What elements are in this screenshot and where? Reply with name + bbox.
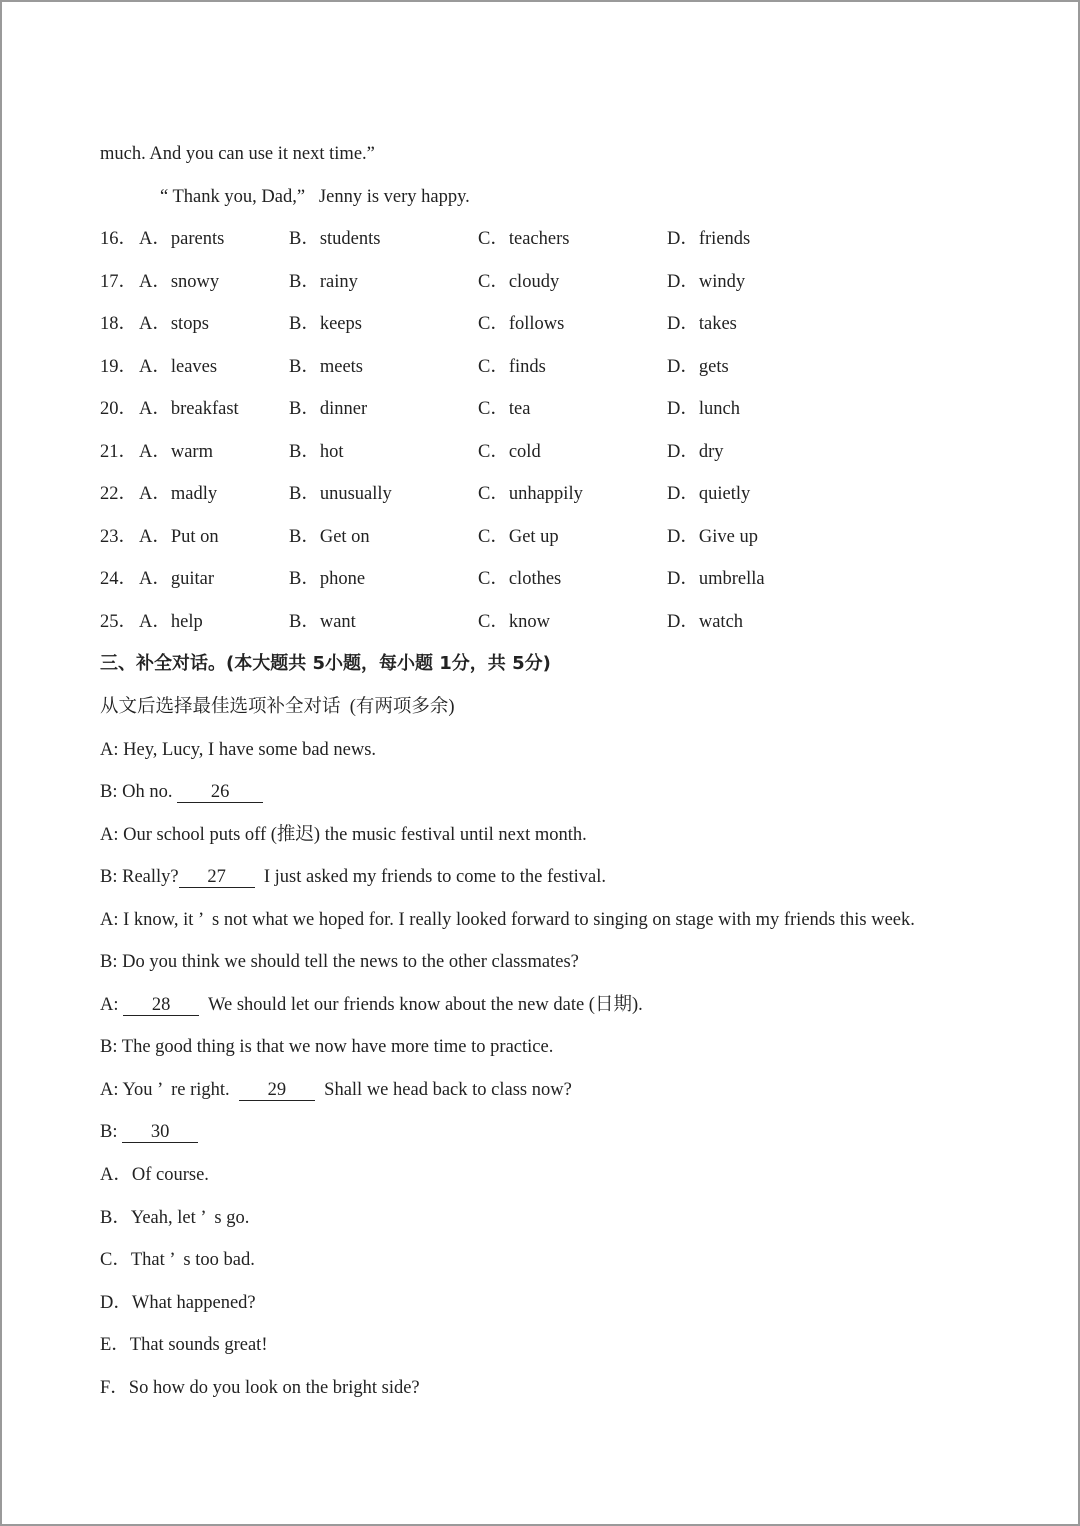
question-row xyxy=(100,483,1000,505)
question-number: 25． xyxy=(100,612,138,632)
option-b: B．phone xyxy=(289,569,366,589)
option-c: C．cloudy xyxy=(478,272,560,292)
option-c: C．know xyxy=(478,612,550,632)
option-c: C．cold xyxy=(478,442,541,462)
dialogue-text: B: xyxy=(100,1122,123,1142)
option-d: D．dry xyxy=(667,442,724,462)
section-instruction: 从文后选择最佳选项补全对话 (有两项多余) xyxy=(100,697,455,717)
passage-line: “ Thank you, Dad,” Jenny is very happy. xyxy=(160,187,470,207)
question-number: 18． xyxy=(100,314,138,334)
option-b: B．dinner xyxy=(289,399,368,419)
question-row xyxy=(100,526,1000,548)
option-d: D．Give up xyxy=(667,527,758,547)
dialogue-text: B: Really? xyxy=(100,867,179,887)
question-number: 19． xyxy=(100,357,138,377)
question-number: 21． xyxy=(100,442,138,462)
option-d: D．lunch xyxy=(667,399,740,419)
option-d: D．windy xyxy=(667,272,746,292)
option-c: C．finds xyxy=(478,357,546,377)
option-b: B．meets xyxy=(289,357,363,377)
passage-line: much. And you can use it next time.” xyxy=(100,144,375,164)
answer-option: B．Yeah, let ’ s go. xyxy=(100,1208,250,1228)
dialogue-line xyxy=(100,781,263,803)
question-row xyxy=(100,398,1000,420)
option-b: B．hot xyxy=(289,442,344,462)
option-a: A．snowy xyxy=(139,272,220,292)
option-c: C．tea xyxy=(478,399,531,419)
option-c: C．unhappily xyxy=(478,484,583,504)
dialogue-line xyxy=(100,1121,198,1143)
answer-option: A．Of course. xyxy=(100,1165,209,1185)
option-a: A．Put on xyxy=(139,527,219,547)
option-d: D．takes xyxy=(667,314,737,334)
option-b: B．rainy xyxy=(289,272,358,292)
dialogue-text: A: You ’ re right. xyxy=(100,1080,239,1100)
dialogue-line xyxy=(100,1079,572,1101)
option-d: D．watch xyxy=(667,612,744,632)
question-row xyxy=(100,356,1000,378)
answer-option: D．What happened? xyxy=(100,1293,256,1313)
answer-blank-26[interactable]: 26 xyxy=(177,782,263,803)
option-a: A．breakfast xyxy=(139,399,239,419)
dialogue-text: I just asked my friends to come to the festival. xyxy=(254,867,607,887)
option-a: A．madly xyxy=(139,484,218,504)
dialogue-line xyxy=(100,866,606,888)
option-b: B．keeps xyxy=(289,314,362,334)
dialogue-line: A: Our school puts off (推迟) the music festival until next month. xyxy=(100,825,587,845)
answer-blank-29[interactable]: 29 xyxy=(239,1080,315,1101)
option-b: B．want xyxy=(289,612,356,632)
answer-option: F．So how do you look on the bright side? xyxy=(100,1378,420,1398)
option-d: D．quietly xyxy=(667,484,751,504)
option-a: A．parents xyxy=(139,229,225,249)
dialogue-line: A: I know, it ’ s not what we hoped for. I really looked forward to singing on stage with my friends this week. xyxy=(100,910,915,930)
answer-blank-28[interactable]: 28 xyxy=(123,995,199,1016)
option-d: D．gets xyxy=(667,357,729,377)
option-b: B．Get on xyxy=(289,527,370,547)
question-number: 24． xyxy=(100,569,138,589)
answer-blank-27[interactable]: 27 xyxy=(179,867,255,888)
question-number: 22． xyxy=(100,484,138,504)
answer-option: C．That ’ s too bad. xyxy=(100,1250,255,1270)
question-row xyxy=(100,441,1000,463)
section-heading: 三、补全对话。(本大题共 5小题，每小题 1分，共 5分) xyxy=(100,653,551,674)
option-a: A．warm xyxy=(139,442,213,462)
dialogue-line: B: Do you think we should tell the news to the other classmates? xyxy=(100,952,579,972)
option-c: C．teachers xyxy=(478,229,570,249)
option-d: D．umbrella xyxy=(667,569,765,589)
option-c: C．Get up xyxy=(478,527,559,547)
question-number: 23． xyxy=(100,527,138,547)
question-row xyxy=(100,611,1000,633)
dialogue-line: B: The good thing is that we now have more time to practice. xyxy=(100,1037,554,1057)
answer-blank-30[interactable]: 30 xyxy=(122,1122,198,1143)
option-a: A．help xyxy=(139,612,203,632)
question-row xyxy=(100,271,1000,293)
option-a: A．guitar xyxy=(139,569,215,589)
dialogue-text: B: Oh no. xyxy=(100,782,178,802)
question-row xyxy=(100,313,1000,335)
question-number: 17． xyxy=(100,272,138,292)
dialogue-line: A: Hey, Lucy, I have some bad news. xyxy=(100,740,377,760)
question-row xyxy=(100,228,1000,250)
option-c: C．clothes xyxy=(478,569,562,589)
dialogue-text: A: xyxy=(100,995,124,1015)
question-number: 20． xyxy=(100,399,138,419)
option-a: A．leaves xyxy=(139,357,218,377)
option-b: B．unusually xyxy=(289,484,392,504)
answer-option: E．That sounds great! xyxy=(100,1335,268,1355)
dialogue-text: Shall we head back to class now? xyxy=(314,1080,572,1100)
option-c: C．follows xyxy=(478,314,565,334)
question-row xyxy=(100,568,1000,590)
option-b: B．students xyxy=(289,229,381,249)
dialogue-line xyxy=(100,994,643,1016)
option-d: D．friends xyxy=(667,229,751,249)
option-a: A．stops xyxy=(139,314,209,334)
dialogue-text: We should let our friends know about the new date (日期). xyxy=(199,995,643,1015)
question-number: 16． xyxy=(100,229,138,249)
